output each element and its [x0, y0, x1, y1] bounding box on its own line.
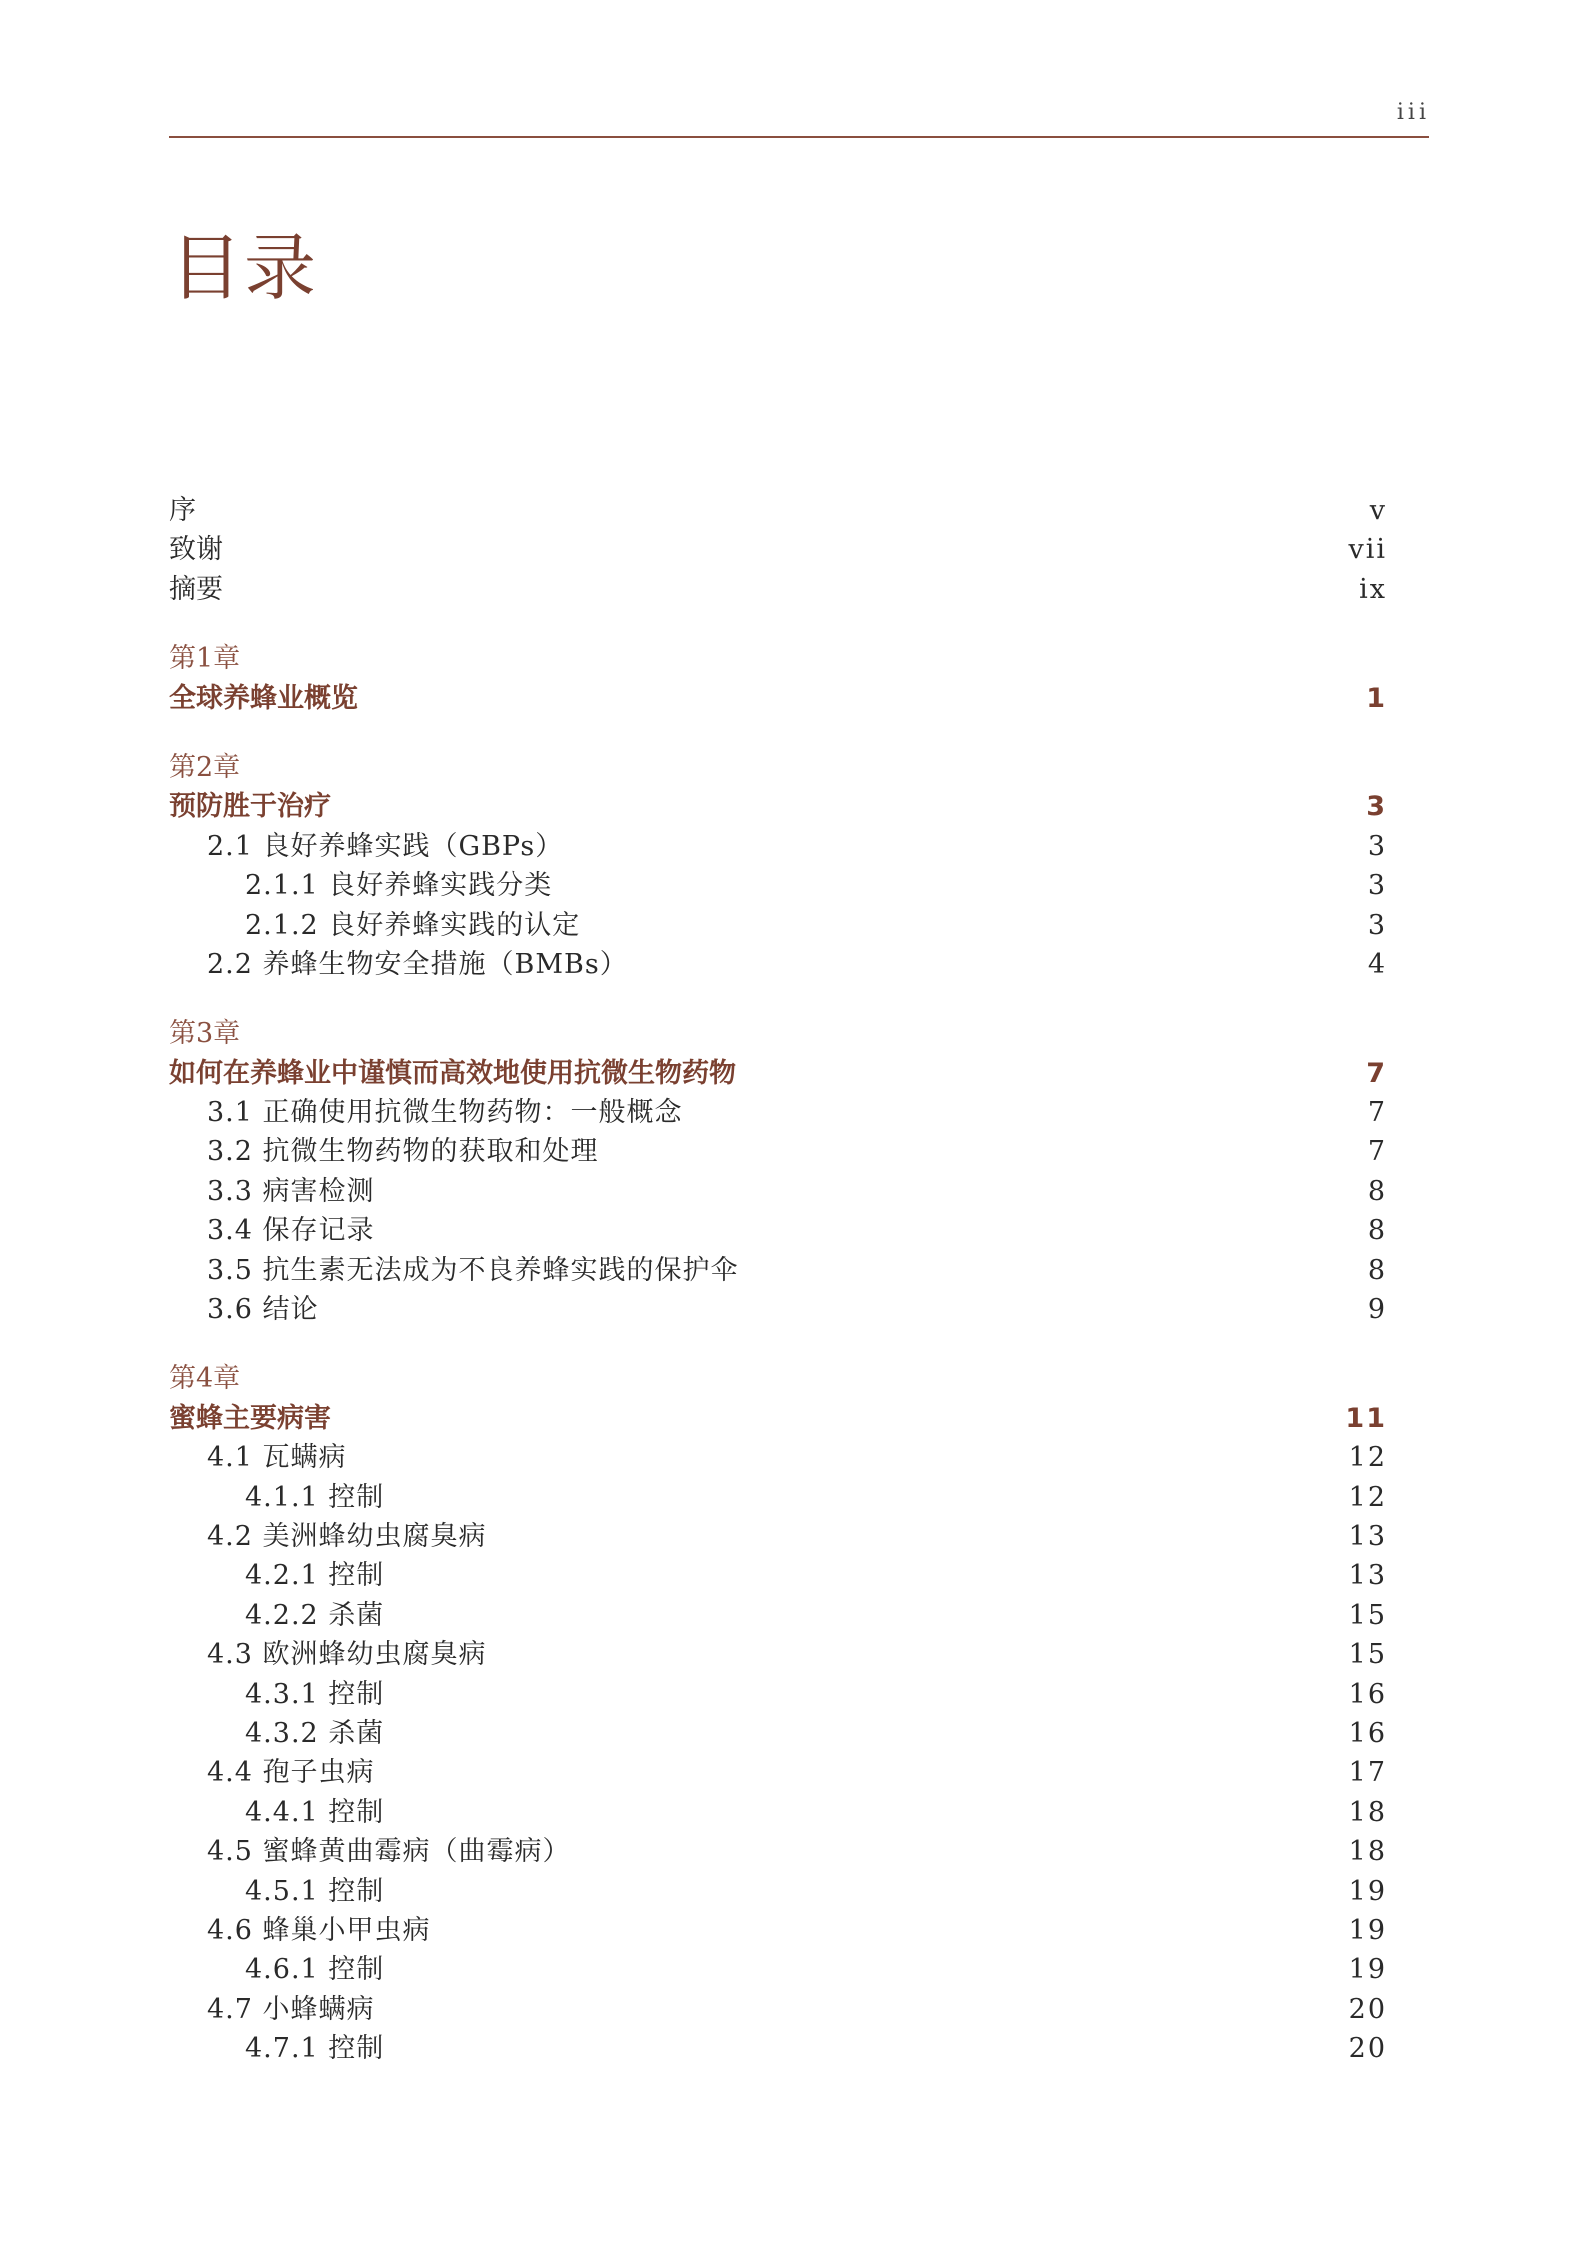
toc-subsection-label: 2.1.2 良好养蜂实践的认定	[245, 909, 581, 941]
toc-section[interactable]	[169, 1290, 1387, 1329]
toc-section-page: 15	[1348, 1639, 1387, 1671]
toc-section[interactable]	[169, 1211, 1387, 1250]
toc-section-page: 7	[1367, 1136, 1387, 1168]
toc-chapter-number-label: 第4章	[169, 1363, 241, 1395]
toc-chapter-title-label: 蜜蜂主要病害	[169, 1402, 331, 1434]
toc-chapter-title[interactable]	[169, 787, 1387, 826]
toc-section[interactable]	[169, 1438, 1387, 1477]
toc-section-page: 8	[1367, 1215, 1387, 1247]
toc-chapter-title-page: 11	[1345, 1402, 1387, 1434]
toc-chapter-number	[169, 639, 1387, 678]
toc-section-page: 3	[1367, 830, 1387, 862]
toc-chapter-number-label: 第3章	[169, 1018, 241, 1050]
toc-section[interactable]	[169, 1911, 1387, 1950]
toc-spacer	[169, 1329, 1387, 1359]
toc-subsection-label: 4.3.2 杀菌	[245, 1717, 385, 1749]
toc-chapter-number	[169, 748, 1387, 787]
toc-subsection[interactable]	[169, 1478, 1387, 1517]
toc-subsection-page: 16	[1348, 1678, 1387, 1710]
toc-section-page: 7	[1367, 1097, 1387, 1129]
toc-section-page: 18	[1348, 1836, 1387, 1868]
toc-subsection-label: 4.6.1 控制	[245, 1954, 385, 1986]
toc-section[interactable]	[169, 1635, 1387, 1674]
toc-subsection-label: 4.2.2 杀菌	[245, 1599, 385, 1631]
toc-section-page: 13	[1348, 1520, 1387, 1552]
toc-subsection-page: 15	[1348, 1599, 1387, 1631]
page-number: iii	[1396, 100, 1430, 125]
toc-section-page: 9	[1367, 1294, 1387, 1326]
toc-section[interactable]	[169, 827, 1387, 866]
toc-section-page: 8	[1367, 1175, 1387, 1207]
toc-subsection[interactable]	[169, 2029, 1387, 2068]
toc-section[interactable]	[169, 1753, 1387, 1792]
header-rule	[169, 136, 1429, 138]
toc-section-label: 2.1 良好养蜂实践（GBPs）	[207, 830, 564, 862]
toc-subsection[interactable]	[169, 1675, 1387, 1714]
toc-subsection[interactable]	[169, 906, 1387, 945]
toc-section-label: 4.7 小蜂螨病	[207, 1993, 375, 2025]
toc-chapter-number-label: 第2章	[169, 751, 241, 783]
toc-chapter-title[interactable]	[169, 1054, 1387, 1093]
toc-subsection-page: 19	[1348, 1875, 1387, 1907]
toc-subsection[interactable]	[169, 866, 1387, 905]
toc-subsection[interactable]	[169, 1950, 1387, 1989]
toc-entry-front-matter-page: v	[1369, 495, 1387, 526]
toc-section[interactable]	[169, 1093, 1387, 1132]
toc-subsection-page: 13	[1348, 1560, 1387, 1592]
toc-subsection-label: 4.3.1 控制	[245, 1678, 385, 1710]
toc-section-page: 8	[1367, 1254, 1387, 1286]
toc-section[interactable]	[169, 1832, 1387, 1871]
toc-spacer	[169, 718, 1387, 748]
toc-section-page: 19	[1348, 1914, 1387, 1946]
toc-section-label: 4.5 蜜蜂黄曲霉病（曲霉病）	[207, 1836, 571, 1868]
toc-subsection-label: 4.2.1 控制	[245, 1560, 385, 1592]
toc-section-label: 3.1 正确使用抗微生物药物：一般概念	[207, 1097, 683, 1129]
toc-section-page: 12	[1348, 1442, 1387, 1474]
toc-subsection-label: 4.4.1 控制	[245, 1796, 385, 1828]
toc-chapter-title-page: 7	[1366, 1057, 1387, 1089]
toc-section[interactable]	[169, 1517, 1387, 1556]
toc-subsection[interactable]	[169, 1714, 1387, 1753]
toc-section-label: 3.3 病害检测	[207, 1175, 375, 1207]
toc-section-label: 3.2 抗微生物药物的获取和处理	[207, 1136, 599, 1168]
toc-section-page: 4	[1367, 948, 1387, 980]
toc-subsection-label: 4.7.1 控制	[245, 2033, 385, 2065]
toc-section[interactable]	[169, 1990, 1387, 2029]
toc-subsection-label: 2.1.1 良好养蜂实践分类	[245, 870, 553, 902]
toc-subsection-page: 12	[1348, 1481, 1387, 1513]
toc-entry-front-matter-page: ix	[1359, 573, 1387, 605]
toc-section-label: 3.6 结论	[207, 1294, 319, 1326]
toc-chapter-title-label: 如何在养蜂业中谨慎而高效地使用抗微生物药物	[169, 1057, 736, 1089]
toc-chapter-title[interactable]	[169, 679, 1387, 718]
toc-chapter-title[interactable]	[169, 1399, 1387, 1438]
toc-chapter-number	[169, 1359, 1387, 1398]
toc-section-label: 4.6 蜂巢小甲虫病	[207, 1914, 431, 1946]
toc-section-label: 3.4 保存记录	[207, 1215, 375, 1247]
toc-section-label: 2.2 养蜂生物安全措施（BMBs）	[207, 948, 628, 980]
toc-spacer	[169, 609, 1387, 639]
toc-entry-front-matter[interactable]	[169, 570, 1387, 609]
toc-section-page: 17	[1348, 1757, 1387, 1789]
toc-chapter-title-label: 预防胜于治疗	[169, 791, 331, 823]
toc-entry-front-matter-label: 序	[169, 495, 196, 526]
toc-chapter-number	[169, 1014, 1387, 1053]
toc-subsection-label: 4.1.1 控制	[245, 1481, 385, 1513]
toc-chapter-title-page: 3	[1366, 791, 1387, 823]
toc-entry-front-matter[interactable]	[169, 530, 1387, 569]
toc-section-page: 20	[1348, 1993, 1387, 2025]
toc-spacer	[169, 984, 1387, 1014]
toc-section[interactable]	[169, 1132, 1387, 1171]
toc-subsection-page: 3	[1367, 909, 1387, 941]
toc-subsection-label: 4.5.1 控制	[245, 1875, 385, 1907]
toc-subsection[interactable]	[169, 1596, 1387, 1635]
toc-section[interactable]	[169, 1172, 1387, 1211]
toc-chapter-title-label: 全球养蜂业概览	[169, 682, 358, 714]
toc-subsection[interactable]	[169, 1793, 1387, 1832]
toc-section[interactable]	[169, 945, 1387, 984]
toc-subsection-page: 16	[1348, 1717, 1387, 1749]
table-of-contents	[169, 491, 1387, 2068]
toc-subsection-page: 19	[1348, 1954, 1387, 1986]
toc-section-label: 3.5 抗生素无法成为不良养蜂实践的保护伞	[207, 1254, 739, 1286]
toc-entry-front-matter[interactable]	[169, 491, 1387, 530]
toc-entry-front-matter-label: 致谢	[169, 534, 223, 566]
toc-subsection-page: 3	[1367, 870, 1387, 902]
page-title: 目录	[170, 226, 319, 310]
toc-chapter-number-label: 第1章	[169, 643, 241, 675]
toc-entry-front-matter-label: 摘要	[169, 573, 223, 605]
toc-section-label: 4.2 美洲蜂幼虫腐臭病	[207, 1520, 487, 1552]
toc-subsection[interactable]	[169, 1556, 1387, 1595]
toc-section-label: 4.1 瓦螨病	[207, 1442, 347, 1474]
toc-section-label: 4.3 欧洲蜂幼虫腐臭病	[207, 1639, 487, 1671]
toc-section-label: 4.4 孢子虫病	[207, 1757, 375, 1789]
toc-subsection-page: 20	[1348, 2033, 1387, 2065]
toc-section[interactable]	[169, 1251, 1387, 1290]
toc-subsection[interactable]	[169, 1872, 1387, 1911]
toc-subsection-page: 18	[1348, 1796, 1387, 1828]
toc-entry-front-matter-page: vii	[1348, 534, 1387, 566]
toc-chapter-title-page: 1	[1366, 682, 1387, 714]
